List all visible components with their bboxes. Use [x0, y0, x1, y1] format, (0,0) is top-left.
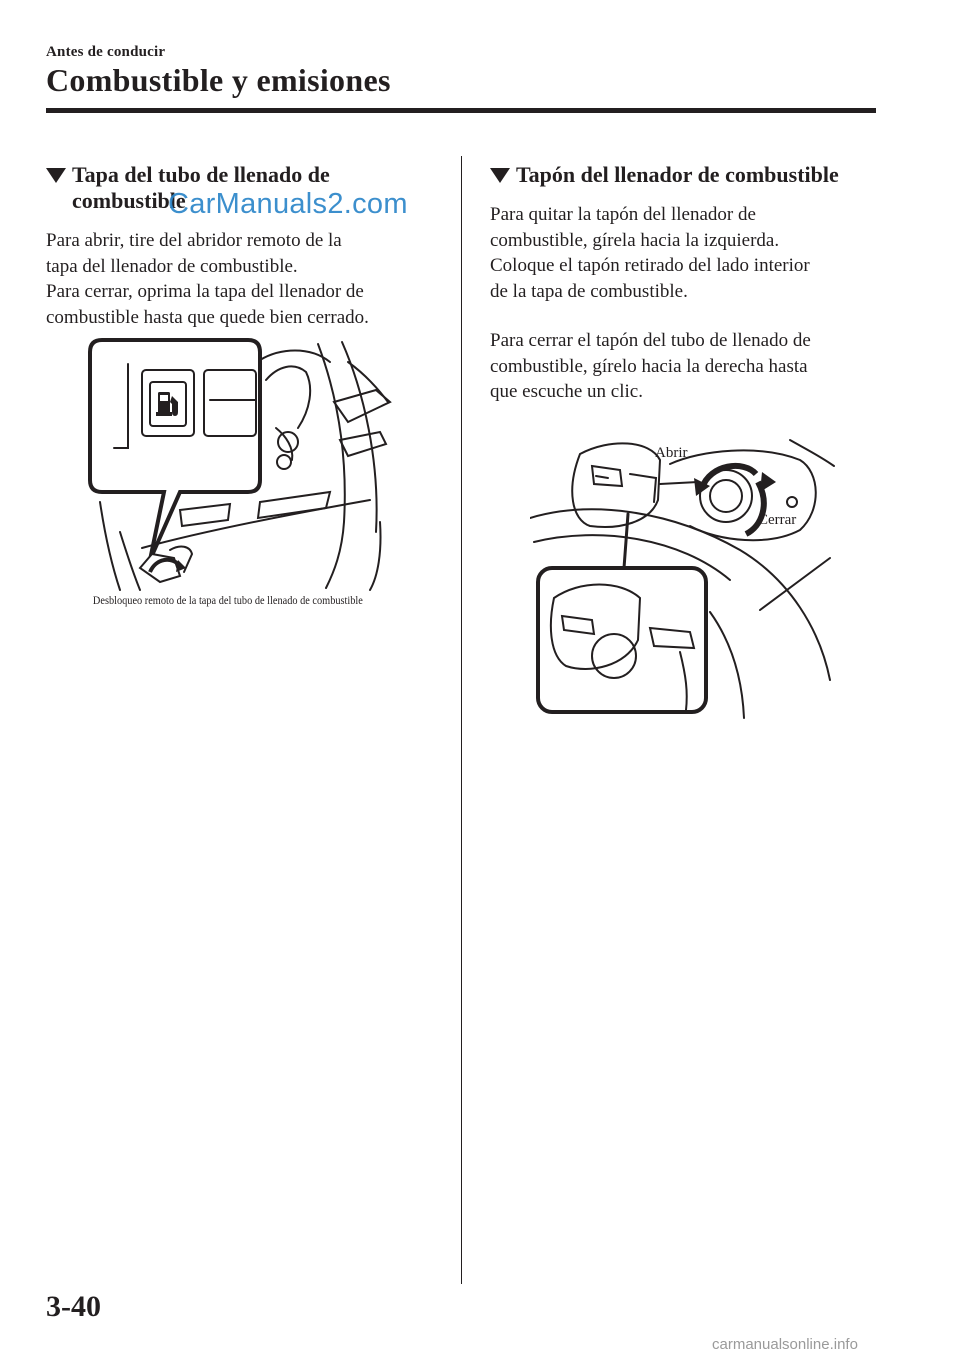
text-line: Para cerrar, oprima la tapa del llenador de — [46, 281, 364, 303]
paragraph-close-cap — [490, 328, 890, 405]
heading-fuel-lid-line2: combustible — [72, 188, 186, 213]
fuel-cap-illustration — [530, 430, 840, 720]
text-line: combustible, gírelo hacia la derecha hasta — [490, 355, 808, 377]
label-close: Cerrar — [758, 512, 797, 528]
text-line: de la tapa de combustible. — [490, 280, 688, 302]
text-line: que escuche un clic. — [490, 381, 643, 403]
section-label: Antes de conducir — [46, 44, 166, 60]
page-title: Combustible y emisiones — [46, 62, 391, 98]
text-line: Para quitar la tapón del llenador de — [490, 204, 756, 225]
fuel-lid-release-illustration — [80, 332, 420, 592]
text-line: combustible, gírela hacia la izquierda. — [490, 229, 780, 251]
paragraph-remove-cap — [490, 202, 890, 304]
heading-fuel-cap — [490, 162, 890, 188]
text-line: Para cerrar el tapón del tubo de llenado de — [490, 330, 811, 351]
label-open: Abrir — [655, 445, 688, 461]
watermark: CarManuals2.com — [168, 188, 408, 220]
heading-fuel-cap-text: Tapón del llenador de combustible — [516, 162, 839, 187]
text-line: tapa del llenador de combustible. — [46, 255, 298, 277]
text-line: combustible hasta que quede bien cerrado. — [46, 306, 369, 328]
text-line: Coloque el tapón retirado del lado interior — [490, 255, 810, 277]
footer-site-link[interactable]: carmanualsonline.info — [712, 1336, 858, 1353]
triangle-bullet-icon — [490, 168, 510, 183]
heading-fuel-lid-line1: Tapa del tubo de llenado de — [72, 162, 330, 187]
page-number: 3-40 — [46, 1290, 101, 1323]
paragraph-fuel-lid — [46, 228, 446, 330]
figure-caption-fuel-lid: Desbloqueo remoto de la tapa del tubo de llenado de combustible — [92, 593, 363, 607]
title-rule — [46, 108, 876, 113]
column-divider — [461, 156, 462, 1284]
triangle-bullet-icon — [46, 168, 66, 183]
text-line: Para abrir, tire del abridor remoto de la — [46, 230, 342, 251]
